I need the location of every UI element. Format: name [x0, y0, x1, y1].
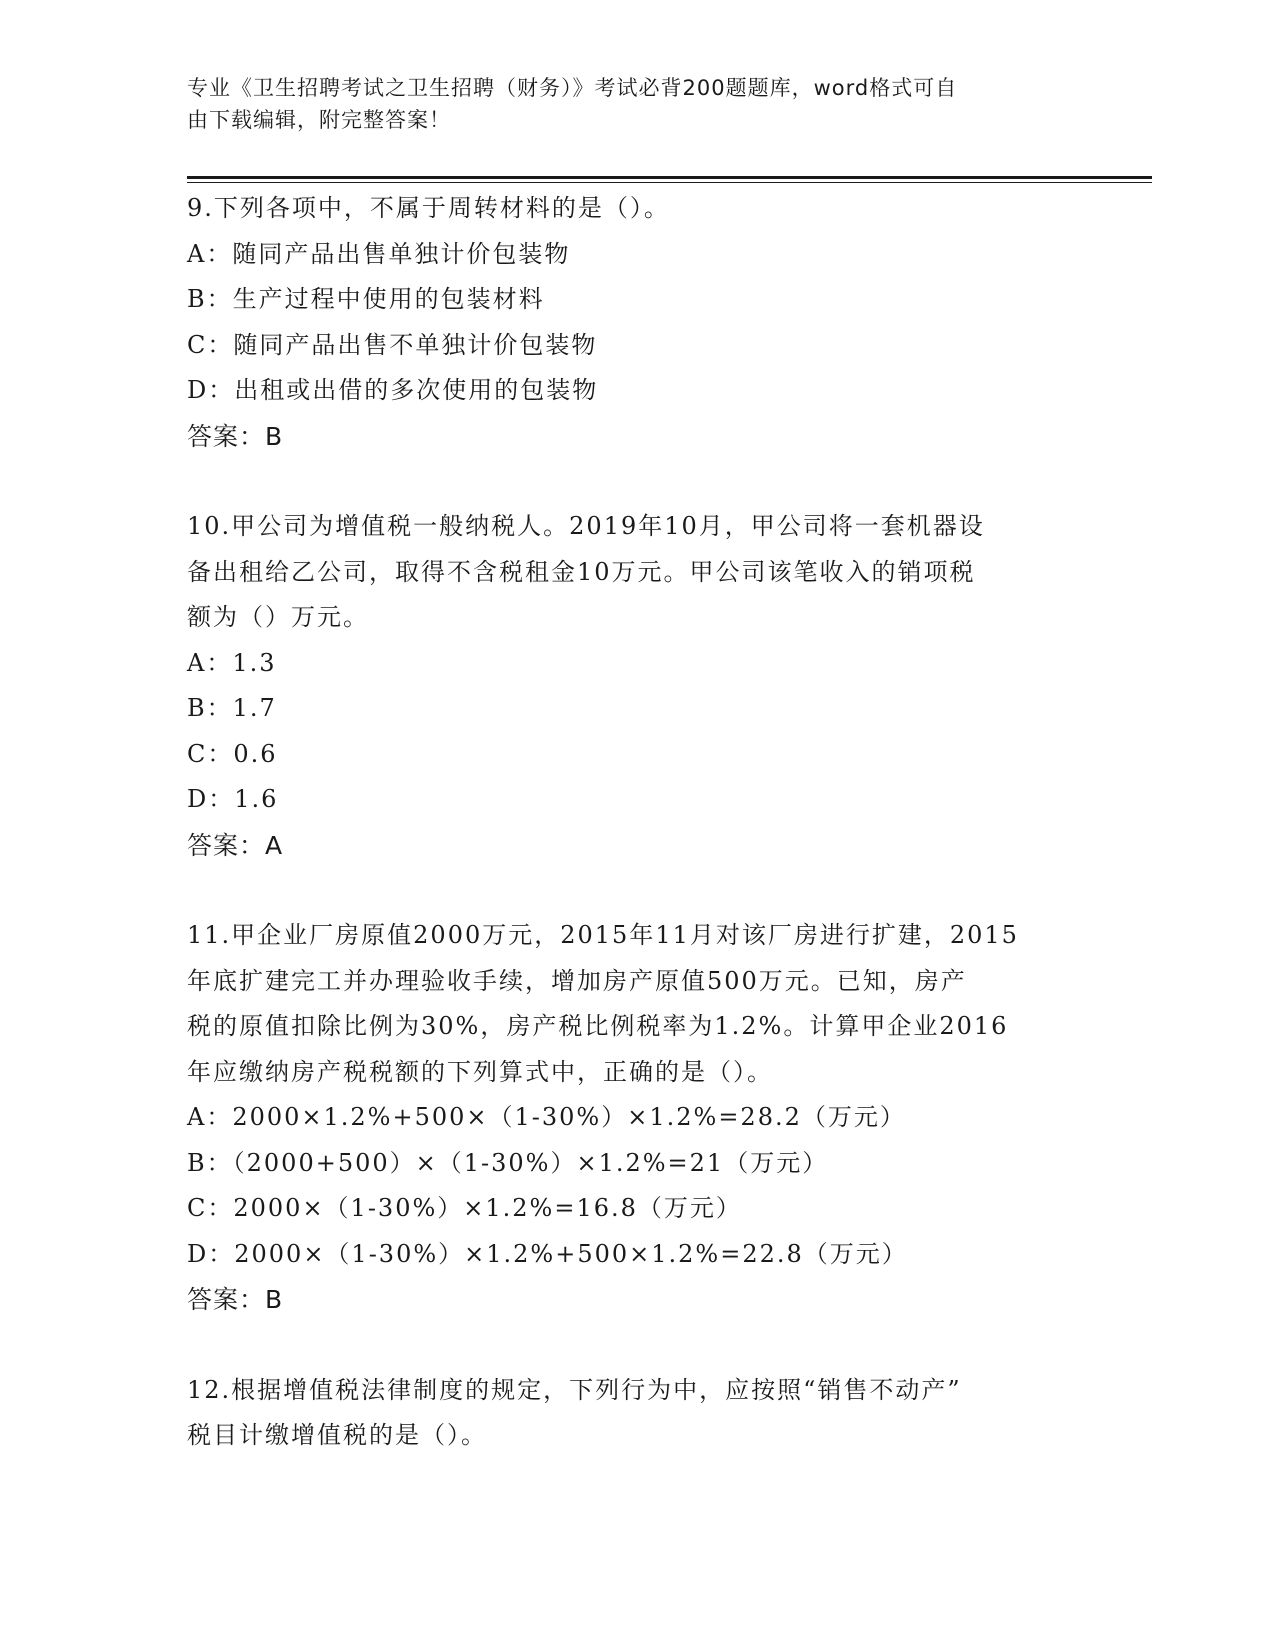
- question-stem: 9.下列各项中，不属于周转材料的是（）。: [187, 194, 670, 222]
- question-stem-line: 11.甲企业厂房原值2000万元，2015年11月对该厂房进行扩建，2015: [187, 921, 1019, 949]
- option-a: A：随同产品出售单独计价包装物: [187, 239, 571, 268]
- question-stem-line: 10.甲公司为增值税一般纳税人。2019年10月，甲公司将一套机器设: [187, 512, 985, 540]
- question-stem-line: 税的原值扣除比例为30%，房产税比例税率为1.2%。计算甲企业2016: [187, 1012, 1009, 1040]
- header-divider-thin: [187, 182, 1152, 183]
- question-stem-line: 12.根据增值税法律制度的规定，下列行为中，应按照“销售不动产”: [187, 1375, 962, 1404]
- question-stem-line: 税目计缴增值税的是（）。: [187, 1421, 487, 1449]
- answer-line: 答案：B: [187, 421, 284, 451]
- question-stem-line: 年底扩建完工并办理验收手续，增加房产原值500万元。已知，房产: [187, 966, 967, 995]
- question-spacer: [187, 1323, 1087, 1368]
- question-12: [187, 1368, 1087, 1459]
- question-11: [187, 913, 1087, 1323]
- answer-line: 答案：B: [187, 1285, 284, 1314]
- question-spacer: [187, 868, 1087, 913]
- option-c: C：0.6: [187, 739, 278, 768]
- question-stem-line: 年应缴纳房产税税额的下列算式中，正确的是（）。: [187, 1057, 773, 1086]
- option-b: B：1.7: [187, 694, 277, 722]
- option-a: A：1.3: [187, 648, 277, 677]
- header-line-1: 专业《卫生招聘考试之卫生招聘（财务）》考试必背200题题库，word格式可自: [187, 76, 958, 100]
- option-b: B：（2000+500）×（1-30%）×1.2%=21（万元）: [187, 1148, 829, 1177]
- question-list: [187, 186, 1087, 1459]
- option-a: A：2000×1.2%+500×（1-30%）×1.2%=28.2（万元）: [187, 1103, 906, 1131]
- question-9: [187, 186, 1087, 459]
- option-b: B：生产过程中使用的包装材料: [187, 285, 545, 313]
- option-d: D：2000×（1-30%）×1.2%+500×1.2%=22.8（万元）: [187, 1239, 908, 1268]
- option-c: C：2000×（1-30%）×1.2%=16.8（万元）: [187, 1194, 742, 1222]
- question-stem-line: 备出租给乙公司，取得不含税租金10万元。甲公司该笔收入的销项税: [187, 557, 976, 586]
- question-spacer: [187, 459, 1087, 504]
- option-d: D：出租或出借的多次使用的包装物: [187, 376, 599, 404]
- header-line-2: 由下载编辑，附完整答案！: [187, 108, 451, 132]
- answer-line: 答案：A: [187, 830, 284, 860]
- question-10: [187, 504, 1087, 868]
- document-header: [187, 72, 1087, 136]
- option-d: D：1.6: [187, 785, 279, 813]
- question-stem-line: 额为（）万元。: [187, 603, 369, 631]
- header-divider-thick: [187, 176, 1152, 179]
- option-c: C：随同产品出售不单独计价包装物: [187, 330, 598, 359]
